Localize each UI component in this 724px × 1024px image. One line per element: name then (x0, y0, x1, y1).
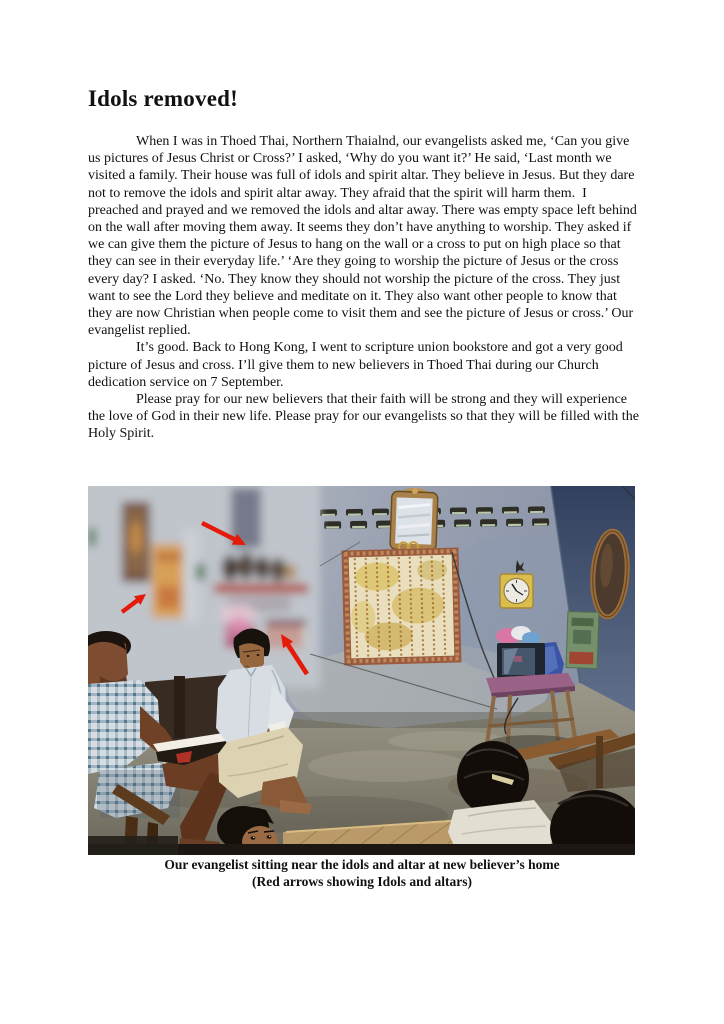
caption-line-2: (Red arrows showing Idols and altars) (252, 874, 472, 889)
photo-caption (0, 856, 724, 890)
paragraph-2: It’s good. Back to Hong Kong, I went to scripture union bookstore and got a very good picture of Jesus and cross. I’ll give them to new believers in Thoed Thai during our Church dedication service on 7 September. (88, 340, 627, 390)
photo (88, 486, 635, 855)
paragraph-3: Please pray for our new believers that their faith will be strong and they will experience the love of God in their new life. Please pray for our evangelists so that they will be filled with the Holy Spirit. (88, 392, 643, 442)
golden-curtain (341, 541, 461, 666)
page-title: Idols removed! (88, 86, 238, 111)
photo-figure (88, 486, 635, 855)
body-text (88, 133, 643, 443)
green-poster (566, 611, 599, 668)
paragraph-1: When I was in Thoed Thai, Northern Thaialnd, our evangelists asked me, ‘Can you give us pictures of Jesus Christ or Cross?’ I asked, ‘Why do you want it?’ He said, ‘Last month we visited a family. Their house was full of idols and spirit altar. They believe in Jesus. But they dare not to remove the idols and spirit altar away. They afraid that the spirit will harm them. I preached and prayed and we removed the idols and altar away. There was empty space left behind on the wall after moving them away. It seems they don’t have anything to worship. They asked if we can give them the picture of Jesus to hang on the wall or a cross to put on high place so that they can see in their everyday life.’ ‘Are they going to worship the picture of Jesus or the cross every day? I asked. ‘No. They know they should not worship the picture of the cross. They just want to see the Lord they believe and meditate on it. They also want other people to know that they are now Christian when people come to visit them and see the picture of Jesus or cross.’ Our evangelist replied. (88, 134, 641, 339)
caption-line-1: Our evangelist sitting near the idols and altar at new believer’s home (164, 857, 560, 872)
